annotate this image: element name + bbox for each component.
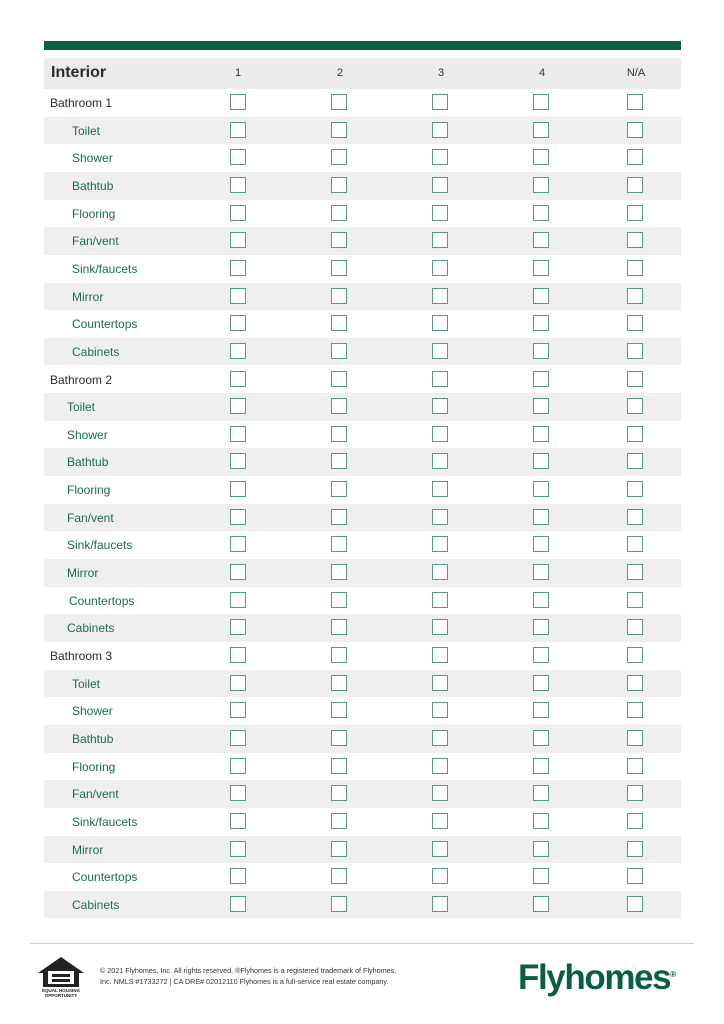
item-label: Bathtub	[72, 178, 114, 193]
item-label: Bathtub	[67, 455, 109, 470]
checkbox-1[interactable]	[230, 592, 246, 608]
checkbox-2[interactable]	[331, 592, 347, 608]
checkbox-2[interactable]	[331, 675, 347, 691]
brand-name: Flyhomes	[518, 958, 671, 997]
checkbox-3[interactable]	[432, 868, 448, 884]
item-label: Cabinets	[72, 897, 120, 912]
checkbox-2[interactable]	[331, 813, 347, 829]
item-label: Flooring	[72, 206, 116, 221]
checkbox-4[interactable]	[533, 398, 549, 414]
checkbox-na[interactable]	[627, 371, 643, 387]
checkbox-na[interactable]	[627, 730, 643, 746]
eho-line-1: EQUAL HOUSING	[42, 988, 80, 993]
checkbox-1[interactable]	[230, 702, 246, 718]
checkbox-2[interactable]	[331, 536, 347, 552]
checkbox-1[interactable]	[230, 619, 246, 635]
checkbox-3[interactable]	[432, 205, 448, 221]
checkbox-3[interactable]	[432, 841, 448, 857]
checkbox-1[interactable]	[230, 149, 246, 165]
checkbox-2[interactable]	[331, 232, 347, 248]
checkbox-3[interactable]	[432, 509, 448, 525]
table-row	[44, 393, 681, 421]
checkbox-3[interactable]	[432, 177, 448, 193]
checkbox-3[interactable]	[432, 343, 448, 359]
item-label: Mirror	[67, 566, 99, 581]
checkbox-1[interactable]	[230, 647, 246, 663]
table-row	[44, 836, 681, 864]
checkbox-na[interactable]	[627, 509, 643, 525]
checkbox-4[interactable]	[533, 564, 549, 580]
checkbox-1[interactable]	[230, 260, 246, 276]
item-label: Countertops	[72, 317, 138, 332]
brand-registered-mark: ®	[670, 970, 677, 979]
checkbox-3[interactable]	[432, 453, 448, 469]
table-row	[44, 172, 681, 200]
item-label: Sink/faucets	[72, 814, 138, 829]
top-accent-bar	[44, 41, 681, 50]
eho-line-2: OPPORTUNITY	[44, 993, 78, 998]
checkbox-4[interactable]	[533, 813, 549, 829]
table-row	[44, 559, 681, 587]
table-row	[44, 504, 681, 532]
table-row	[44, 753, 681, 781]
checkbox-na[interactable]	[627, 149, 643, 165]
table-row	[44, 587, 681, 615]
checkbox-1[interactable]	[230, 426, 246, 442]
checkbox-na[interactable]	[627, 177, 643, 193]
checkbox-4[interactable]	[533, 758, 549, 774]
checkbox-4[interactable]	[533, 260, 549, 276]
checkbox-4[interactable]	[533, 177, 549, 193]
checkbox-4[interactable]	[533, 94, 549, 110]
item-label: Toilet	[72, 123, 101, 138]
checkbox-4[interactable]	[533, 315, 549, 331]
checkbox-1[interactable]	[230, 398, 246, 414]
item-label: Fan/vent	[72, 234, 119, 249]
checkbox-1[interactable]	[230, 315, 246, 331]
table-row	[44, 117, 681, 145]
item-label: Flooring	[67, 483, 111, 498]
checkbox-4[interactable]	[533, 896, 549, 912]
checkbox-4[interactable]	[533, 232, 549, 248]
checkbox-4[interactable]	[533, 426, 549, 442]
checkbox-4[interactable]	[533, 122, 549, 138]
table-row	[44, 670, 681, 698]
checkbox-na[interactable]	[627, 702, 643, 718]
checkbox-4[interactable]	[533, 205, 549, 221]
section-title: Interior	[51, 64, 107, 81]
item-label: Shower	[72, 151, 113, 166]
checkbox-3[interactable]	[432, 896, 448, 912]
checkbox-na[interactable]	[627, 841, 643, 857]
checkbox-3[interactable]	[432, 730, 448, 746]
checkbox-3[interactable]	[432, 675, 448, 691]
brand-logo	[518, 958, 676, 998]
table-row	[44, 144, 681, 172]
checkbox-2[interactable]	[331, 509, 347, 525]
checkbox-4[interactable]	[533, 647, 549, 663]
checkbox-na[interactable]	[627, 813, 643, 829]
checkbox-1[interactable]	[230, 509, 246, 525]
checkbox-3[interactable]	[432, 260, 448, 276]
checkbox-1[interactable]	[230, 813, 246, 829]
checkbox-1[interactable]	[230, 564, 246, 580]
item-label: Cabinets	[72, 344, 120, 359]
checkbox-2[interactable]	[331, 122, 347, 138]
checkbox-3[interactable]	[432, 122, 448, 138]
checkbox-na[interactable]	[627, 453, 643, 469]
item-label: Countertops	[72, 870, 138, 885]
item-label: Cabinets	[67, 621, 115, 636]
checkbox-3[interactable]	[432, 371, 448, 387]
checkbox-1[interactable]	[230, 785, 246, 801]
checkbox-1[interactable]	[230, 371, 246, 387]
column-header-na: N/A	[626, 67, 646, 79]
checkbox-na[interactable]	[627, 647, 643, 663]
checkbox-na[interactable]	[627, 619, 643, 635]
column-header-3: 3	[437, 67, 445, 79]
checkbox-4[interactable]	[533, 509, 549, 525]
checkbox-1[interactable]	[230, 343, 246, 359]
table-row	[44, 697, 681, 725]
column-header-2: 2	[336, 67, 344, 79]
checkbox-4[interactable]	[533, 149, 549, 165]
checkbox-4[interactable]	[533, 841, 549, 857]
checkbox-na[interactable]	[627, 205, 643, 221]
section-label: Bathroom 3	[50, 649, 113, 663]
item-label: Shower	[67, 427, 108, 442]
checkbox-4[interactable]	[533, 702, 549, 718]
checkbox-na[interactable]	[627, 896, 643, 912]
checkbox-4[interactable]	[533, 785, 549, 801]
item-label: Toilet	[72, 676, 101, 691]
checkbox-2[interactable]	[331, 481, 347, 497]
checkbox-2[interactable]	[331, 758, 347, 774]
table-row	[44, 476, 681, 504]
checkbox-na[interactable]	[627, 232, 643, 248]
checkbox-4[interactable]	[533, 343, 549, 359]
checkbox-2[interactable]	[331, 426, 347, 442]
checkbox-2[interactable]	[331, 785, 347, 801]
checkbox-1[interactable]	[230, 481, 246, 497]
checkbox-na[interactable]	[627, 288, 643, 304]
checkbox-3[interactable]	[432, 647, 448, 663]
column-header-4: 4	[538, 67, 546, 79]
checkbox-na[interactable]	[627, 592, 643, 608]
table-row	[44, 891, 681, 919]
checkbox-3[interactable]	[432, 398, 448, 414]
table-row	[44, 780, 681, 808]
item-label: Countertops	[69, 593, 135, 608]
checkbox-2[interactable]	[331, 896, 347, 912]
table-row	[44, 200, 681, 228]
checkbox-2[interactable]	[331, 177, 347, 193]
checkbox-3[interactable]	[432, 785, 448, 801]
checkbox-3[interactable]	[432, 288, 448, 304]
checkbox-4[interactable]	[533, 592, 549, 608]
item-label: Mirror	[72, 289, 104, 304]
checkbox-4[interactable]	[533, 730, 549, 746]
checkbox-1[interactable]	[230, 868, 246, 884]
checkbox-na[interactable]	[627, 315, 643, 331]
checkbox-3[interactable]	[432, 564, 448, 580]
checkbox-1[interactable]	[230, 288, 246, 304]
checkbox-4[interactable]	[533, 481, 549, 497]
checkbox-4[interactable]	[533, 675, 549, 691]
checkbox-3[interactable]	[432, 315, 448, 331]
checkbox-1[interactable]	[230, 205, 246, 221]
table-row	[44, 310, 681, 338]
checkbox-3[interactable]	[432, 702, 448, 718]
checkbox-4[interactable]	[533, 619, 549, 635]
checkbox-1[interactable]	[230, 122, 246, 138]
checkbox-3[interactable]	[432, 149, 448, 165]
checkbox-3[interactable]	[432, 94, 448, 110]
checkbox-2[interactable]	[331, 260, 347, 276]
checkbox-na[interactable]	[627, 564, 643, 580]
table-row	[44, 808, 681, 836]
table-header	[44, 58, 681, 89]
checkbox-2[interactable]	[331, 702, 347, 718]
column-header-1: 1	[234, 67, 242, 79]
table-row	[44, 863, 681, 891]
checkbox-2[interactable]	[331, 288, 347, 304]
checkbox-3[interactable]	[432, 536, 448, 552]
table-row	[44, 227, 681, 255]
checkbox-na[interactable]	[627, 260, 643, 276]
checkbox-4[interactable]	[533, 868, 549, 884]
checkbox-na[interactable]	[627, 481, 643, 497]
checkbox-1[interactable]	[230, 453, 246, 469]
checkbox-1[interactable]	[230, 232, 246, 248]
section-row	[44, 89, 681, 117]
checkbox-2[interactable]	[331, 205, 347, 221]
section-label: Bathroom 2	[50, 372, 113, 387]
checkbox-na[interactable]	[627, 758, 643, 774]
table-row	[44, 614, 681, 642]
checkbox-3[interactable]	[432, 758, 448, 774]
checkbox-3[interactable]	[432, 232, 448, 248]
checkbox-na[interactable]	[627, 398, 643, 414]
item-label: Sink/faucets	[72, 261, 138, 276]
item-label: Fan/vent	[67, 510, 114, 525]
checkbox-2[interactable]	[331, 398, 347, 414]
checkbox-2[interactable]	[331, 841, 347, 857]
checkbox-1[interactable]	[230, 94, 246, 110]
equal-housing-label	[36, 988, 86, 998]
checkbox-1[interactable]	[230, 896, 246, 912]
checkbox-na[interactable]	[627, 426, 643, 442]
item-label: Flooring	[72, 759, 116, 774]
table-row	[44, 448, 681, 476]
checkbox-2[interactable]	[331, 564, 347, 580]
table-row	[44, 283, 681, 311]
table-row	[44, 338, 681, 366]
checkbox-2[interactable]	[331, 94, 347, 110]
checkbox-2[interactable]	[331, 868, 347, 884]
checkbox-na[interactable]	[627, 675, 643, 691]
checkbox-4[interactable]	[533, 453, 549, 469]
checkbox-2[interactable]	[331, 730, 347, 746]
checkbox-2[interactable]	[331, 315, 347, 331]
checkbox-na[interactable]	[627, 868, 643, 884]
table-row	[44, 255, 681, 283]
checkbox-na[interactable]	[627, 122, 643, 138]
checkbox-1[interactable]	[230, 841, 246, 857]
legal-notice: © 2021 Flyhomes, Inc. All rights reserved. ®Flyhomes is a registered trademark of Flyhomes, Inc. NMLS #1733272 | CA DRE# 02012110 Flyhomes is a full-service real estate company.	[100, 966, 397, 986]
checkbox-4[interactable]	[533, 371, 549, 387]
item-label: Bathtub	[72, 731, 114, 746]
table-row	[44, 531, 681, 559]
item-label: Sink/faucets	[67, 538, 133, 553]
checkbox-na[interactable]	[627, 343, 643, 359]
checkbox-1[interactable]	[230, 536, 246, 552]
checkbox-4[interactable]	[533, 288, 549, 304]
item-label: Toilet	[67, 400, 96, 415]
checkbox-1[interactable]	[230, 758, 246, 774]
checkbox-2[interactable]	[331, 453, 347, 469]
checkbox-na[interactable]	[627, 94, 643, 110]
checkbox-1[interactable]	[230, 730, 246, 746]
checkbox-2[interactable]	[331, 619, 347, 635]
checkbox-1[interactable]	[230, 675, 246, 691]
checkbox-1[interactable]	[230, 177, 246, 193]
checkbox-2[interactable]	[331, 647, 347, 663]
table-row	[44, 421, 681, 449]
item-label: Mirror	[72, 842, 104, 857]
item-label: Fan/vent	[72, 787, 119, 802]
checkbox-na[interactable]	[627, 785, 643, 801]
section-row	[44, 366, 681, 394]
checkbox-2[interactable]	[331, 371, 347, 387]
checkbox-4[interactable]	[533, 536, 549, 552]
checkbox-3[interactable]	[432, 481, 448, 497]
item-label: Shower	[72, 704, 113, 719]
section-label: Bathroom 1	[50, 96, 113, 110]
checkbox-3[interactable]	[432, 619, 448, 635]
footer-divider	[30, 943, 694, 944]
checkbox-2[interactable]	[331, 343, 347, 359]
section-row	[44, 642, 681, 670]
checkbox-3[interactable]	[432, 813, 448, 829]
checkbox-2[interactable]	[331, 149, 347, 165]
table-row	[44, 725, 681, 753]
checkbox-3[interactable]	[432, 592, 448, 608]
checkbox-3[interactable]	[432, 426, 448, 442]
checkbox-na[interactable]	[627, 536, 643, 552]
